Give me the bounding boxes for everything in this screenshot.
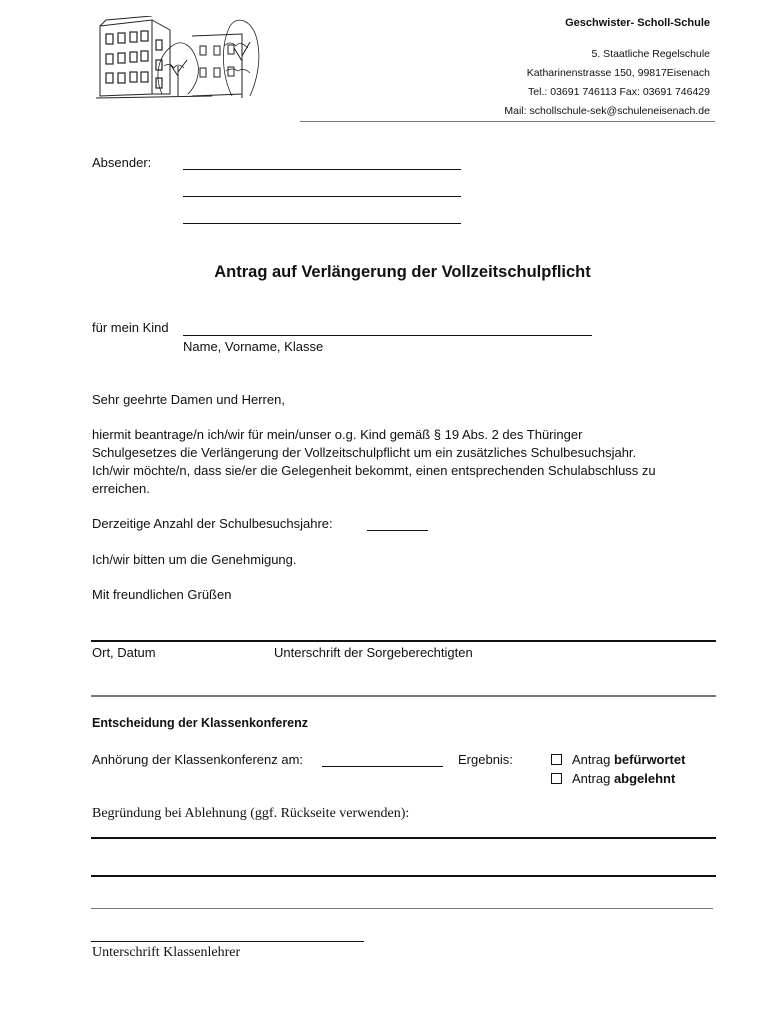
option-approved-bold: befürwortet [613, 752, 686, 767]
option-rejected-bold: abgelehnt [613, 771, 676, 786]
greeting: Sehr geehrte Damen und Herren, [92, 392, 285, 407]
section-divider [91, 695, 716, 697]
school-header [504, 14, 710, 121]
para-line-2: Schulgesetzes die Verlängerung der Vollzeitschulpflicht um ein zusätzliches Schulbesuchsjahr. [92, 445, 637, 460]
signature-line[interactable] [91, 640, 716, 642]
option-approved-prefix: Antrag [572, 752, 611, 767]
child-label: für mein Kind [92, 320, 169, 335]
para-line-1: hiermit beantrage/n ich/wir für mein/unser o.g. Kind gemäß § 19 Abs. 2 des Thüringer [92, 427, 583, 442]
teacher-signature-label: Unterschrift Klassenlehrer [92, 945, 241, 960]
sender-label: Absender: [92, 155, 152, 170]
header-divider [300, 121, 715, 122]
request-paragraph [92, 426, 656, 498]
teacher-signature-line[interactable] [91, 941, 364, 942]
option-rejected[interactable] [551, 771, 675, 786]
para-line-3: Ich/wir möchte/n, dass sie/er die Gelegenheit bekommt, einen entsprechenden Schulabschluss zu [92, 463, 656, 478]
sender-line-2[interactable] [183, 196, 461, 197]
option-rejected-prefix: Antrag [572, 771, 611, 786]
school-mail: Mail: schollschule-sek@schuleneisenach.de [504, 105, 710, 117]
para-line-4: erreichen. [92, 481, 150, 496]
reason-line-3[interactable] [91, 908, 713, 909]
school-building-sketch-icon [92, 16, 264, 100]
guardian-signature-label: Unterschrift der Sorgeberechtigten [274, 645, 473, 660]
reason-line-1[interactable] [91, 837, 716, 839]
page-title: Antrag auf Verlängerung der Vollzeitschulpflicht [214, 263, 591, 281]
years-label: Derzeitige Anzahl der Schulbesuchsjahre: [92, 516, 333, 531]
school-address: Katharinenstrasse 150, 99817Eisenach [526, 67, 710, 79]
sender-line-3[interactable] [183, 223, 461, 224]
approval-text: Ich/wir bitten um die Genehmigung. [92, 552, 297, 567]
hearing-label: Anhörung der Klassenkonferenz am: [92, 752, 304, 767]
hearing-date-line[interactable] [322, 766, 443, 767]
reason-label: Begründung bei Ablehnung (ggf. Rückseite verwenden): [92, 806, 410, 821]
sender-line-1[interactable] [183, 169, 461, 170]
school-logo [92, 16, 264, 100]
checkbox-approved[interactable] [551, 754, 562, 765]
school-phone-fax: Tel.: 03691 746113 Fax: 03691 746429 [528, 86, 710, 98]
years-input-line[interactable] [367, 530, 428, 531]
child-caption: Name, Vorname, Klasse [183, 339, 324, 354]
closing-text: Mit freundlichen Grüßen [92, 587, 232, 602]
place-date-label: Ort, Datum [92, 645, 156, 660]
reason-line-2[interactable] [91, 875, 716, 877]
school-name: Geschwister- Scholl-Schule [565, 17, 710, 29]
conference-heading: Entscheidung der Klassenkonferenz [92, 716, 309, 730]
child-name-line[interactable] [183, 335, 592, 336]
result-label: Ergebnis: [458, 752, 513, 767]
checkbox-rejected[interactable] [551, 773, 562, 784]
option-approved[interactable] [551, 752, 685, 767]
school-type: 5. Staatliche Regelschule [591, 48, 710, 60]
